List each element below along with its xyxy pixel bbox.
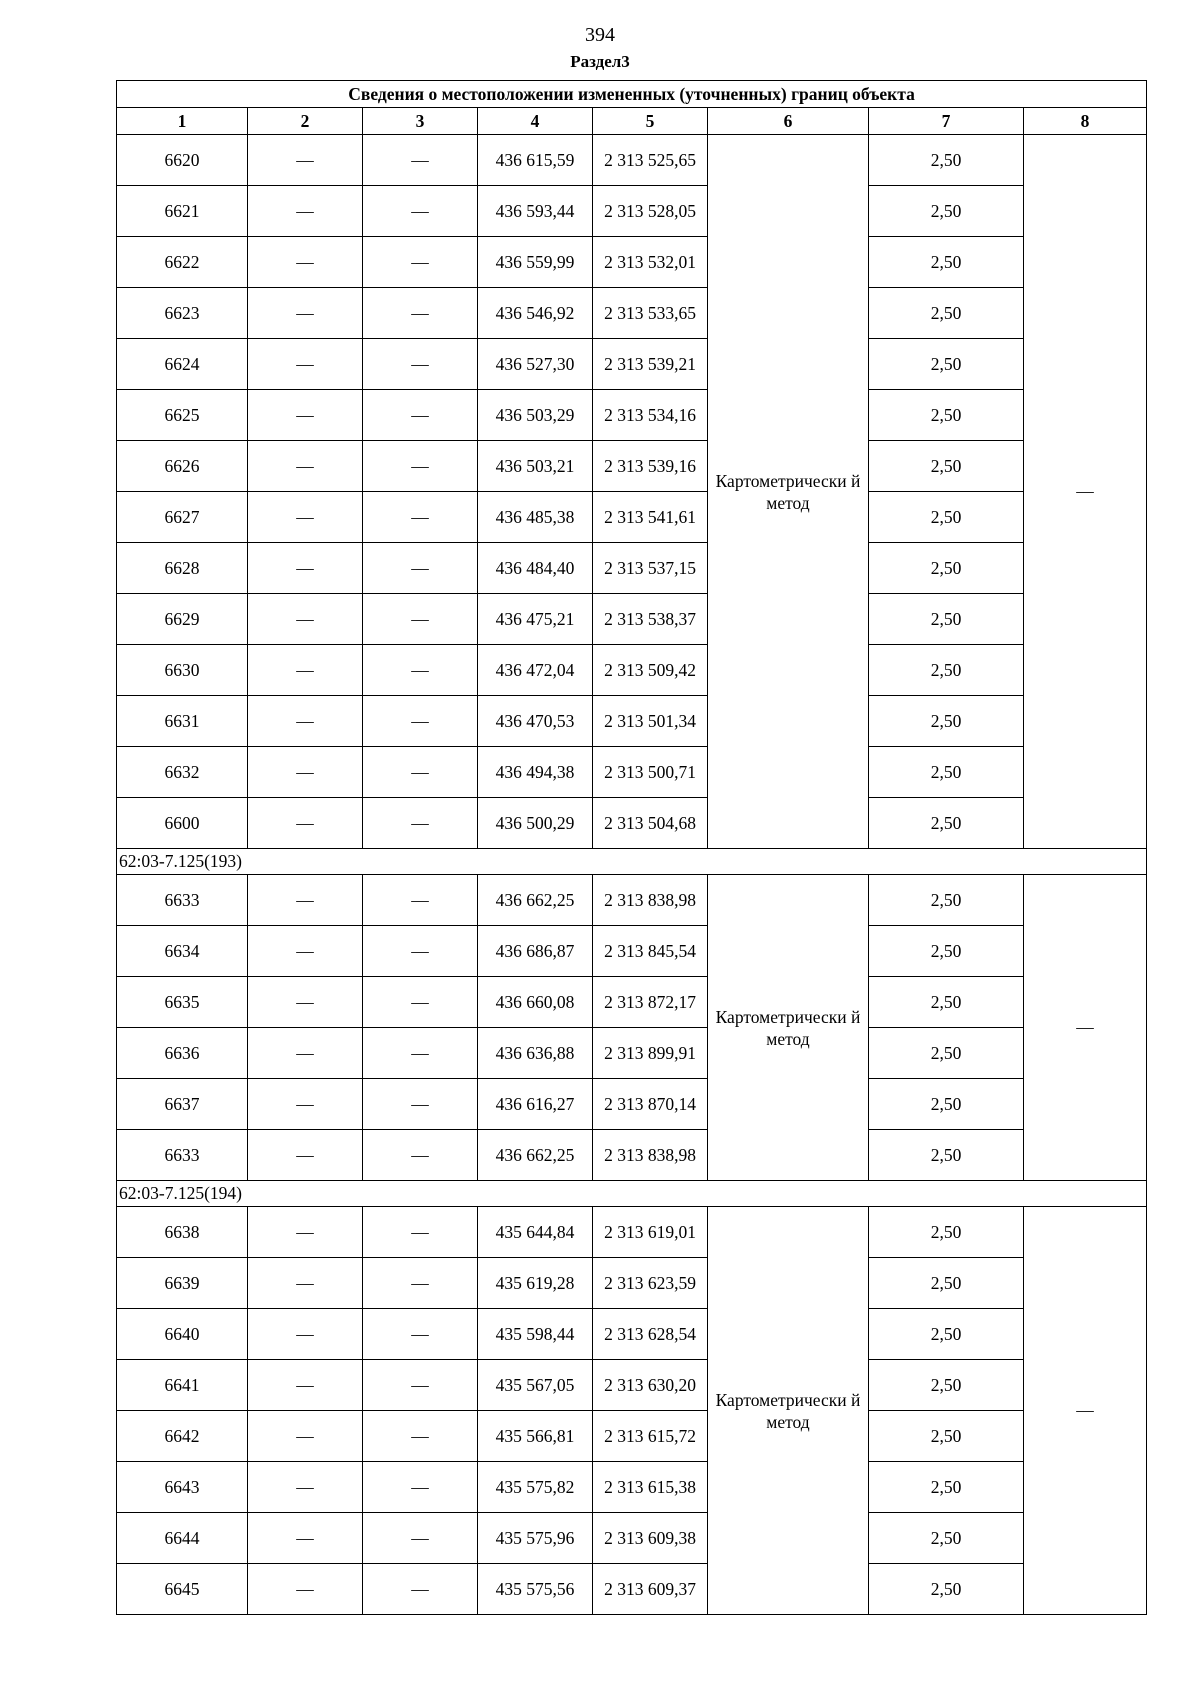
column-3-cell: — [363,875,478,926]
table-row [117,1462,1147,1513]
x-coordinate-cell: 436 636,88 [478,1028,593,1079]
column-2-cell: — [248,747,363,798]
column-number: 4 [478,108,593,135]
x-coordinate-cell: 436 500,29 [478,798,593,849]
x-coordinate-cell: 436 472,04 [478,645,593,696]
column-3-cell: — [363,390,478,441]
point-number-cell: 6624 [117,339,248,390]
column-2-cell: — [248,1513,363,1564]
y-coordinate-cell: 2 313 615,38 [593,1462,708,1513]
table-row [117,1258,1147,1309]
method-cell: Картометрически й метод [708,1207,869,1615]
y-coordinate-cell: 2 313 838,98 [593,1130,708,1181]
x-coordinate-cell: 436 559,99 [478,237,593,288]
column-2-cell: — [248,926,363,977]
column-2-cell: — [248,696,363,747]
section-title: Раздел3 [570,52,630,71]
point-number-cell: 6637 [117,1079,248,1130]
x-coordinate-cell: 436 503,29 [478,390,593,441]
column-2-cell: — [248,288,363,339]
y-coordinate-cell: 2 313 539,16 [593,441,708,492]
column-3-cell: — [363,926,478,977]
y-coordinate-cell: 2 313 509,42 [593,645,708,696]
point-number-cell: 6644 [117,1513,248,1564]
column-2-cell: — [248,1028,363,1079]
page-number: 394 [585,24,615,46]
table-caption-row [117,81,1147,108]
table-row [117,1130,1147,1181]
point-number-cell: 6629 [117,594,248,645]
column-3-cell: — [363,977,478,1028]
column-2-cell: — [248,1207,363,1258]
table-row [117,798,1147,849]
point-number-cell: 6627 [117,492,248,543]
x-coordinate-cell: 435 619,28 [478,1258,593,1309]
table-row [117,1309,1147,1360]
x-coordinate-cell: 436 503,21 [478,441,593,492]
column-number: 6 [708,108,869,135]
accuracy-cell: 2,50 [869,977,1024,1028]
column-3-cell: — [363,441,478,492]
point-number-cell: 6626 [117,441,248,492]
y-coordinate-cell: 2 313 615,72 [593,1411,708,1462]
column-3-cell: — [363,135,478,186]
column-2-cell: — [248,543,363,594]
table-row [117,288,1147,339]
x-coordinate-cell: 436 485,38 [478,492,593,543]
method-cell: Картометрически й метод [708,875,869,1181]
accuracy-cell: 2,50 [869,237,1024,288]
x-coordinate-cell: 436 470,53 [478,696,593,747]
column-3-cell: — [363,1513,478,1564]
coordinates-table [116,80,1147,1615]
accuracy-cell: 2,50 [869,747,1024,798]
y-coordinate-cell: 2 313 870,14 [593,1079,708,1130]
column-3-cell: — [363,288,478,339]
point-number-cell: 6623 [117,288,248,339]
accuracy-cell: 2,50 [869,1028,1024,1079]
point-number-cell: 6633 [117,1130,248,1181]
column-3-cell: — [363,594,478,645]
accuracy-cell: 2,50 [869,441,1024,492]
table-row [117,1207,1147,1258]
table-body [117,135,1147,1615]
accuracy-cell: 2,50 [869,1309,1024,1360]
accuracy-cell: 2,50 [869,1258,1024,1309]
point-number-cell: 6643 [117,1462,248,1513]
table-row [117,186,1147,237]
point-number-cell: 6639 [117,1258,248,1309]
x-coordinate-cell: 435 575,82 [478,1462,593,1513]
point-number-cell: 6630 [117,645,248,696]
column-2-cell: — [248,135,363,186]
y-coordinate-cell: 2 313 532,01 [593,237,708,288]
point-number-cell: 6620 [117,135,248,186]
group-label-row [117,849,1147,875]
accuracy-cell: 2,50 [869,135,1024,186]
point-number-cell: 6641 [117,1360,248,1411]
y-coordinate-cell: 2 313 500,71 [593,747,708,798]
accuracy-cell: 2,50 [869,1513,1024,1564]
accuracy-cell: 2,50 [869,645,1024,696]
column-2-cell: — [248,390,363,441]
y-coordinate-cell: 2 313 534,16 [593,390,708,441]
group-label-row [117,1181,1147,1207]
x-coordinate-cell: 436 662,25 [478,1130,593,1181]
y-coordinate-cell: 2 313 539,21 [593,339,708,390]
table-row [117,977,1147,1028]
point-number-cell: 6632 [117,747,248,798]
y-coordinate-cell: 2 313 537,15 [593,543,708,594]
accuracy-cell: 2,50 [869,926,1024,977]
y-coordinate-cell: 2 313 845,54 [593,926,708,977]
column-3-cell: — [363,1360,478,1411]
accuracy-cell: 2,50 [869,186,1024,237]
point-number-cell: 6633 [117,875,248,926]
y-coordinate-cell: 2 313 538,37 [593,594,708,645]
accuracy-cell: 2,50 [869,1207,1024,1258]
column-3-cell: — [363,543,478,594]
column-2-cell: — [248,1130,363,1181]
column-2-cell: — [248,1079,363,1130]
y-coordinate-cell: 2 313 528,05 [593,186,708,237]
column-2-cell: — [248,441,363,492]
point-number-cell: 6625 [117,390,248,441]
point-number-cell: 6628 [117,543,248,594]
x-coordinate-cell: 436 527,30 [478,339,593,390]
accuracy-cell: 2,50 [869,543,1024,594]
x-coordinate-cell: 435 567,05 [478,1360,593,1411]
column-2-cell: — [248,977,363,1028]
column-2-cell: — [248,339,363,390]
column-number: 5 [593,108,708,135]
group-label: 62:03-7.125(194) [117,1181,1147,1207]
column-3-cell: — [363,1079,478,1130]
column-3-cell: — [363,237,478,288]
y-coordinate-cell: 2 313 628,54 [593,1309,708,1360]
point-number-cell: 6635 [117,977,248,1028]
column-3-cell: — [363,798,478,849]
y-coordinate-cell: 2 313 619,01 [593,1207,708,1258]
column-3-cell: — [363,1564,478,1615]
column-3-cell: — [363,339,478,390]
x-coordinate-cell: 436 686,87 [478,926,593,977]
point-number-cell: 6642 [117,1411,248,1462]
column-8-cell: — [1024,875,1147,1181]
accuracy-cell: 2,50 [869,696,1024,747]
y-coordinate-cell: 2 313 525,65 [593,135,708,186]
point-number-cell: 6600 [117,798,248,849]
column-number: 3 [363,108,478,135]
y-coordinate-cell: 2 313 609,37 [593,1564,708,1615]
x-coordinate-cell: 436 662,25 [478,875,593,926]
column-3-cell: — [363,492,478,543]
column-3-cell: — [363,645,478,696]
table-row [117,696,1147,747]
point-number-cell: 6638 [117,1207,248,1258]
x-coordinate-cell: 435 566,81 [478,1411,593,1462]
table-row [117,645,1147,696]
accuracy-cell: 2,50 [869,798,1024,849]
column-3-cell: — [363,1207,478,1258]
x-coordinate-cell: 436 615,59 [478,135,593,186]
table-row [117,1513,1147,1564]
column-3-cell: — [363,186,478,237]
column-3-cell: — [363,747,478,798]
table-row [117,1411,1147,1462]
column-2-cell: — [248,645,363,696]
column-2-cell: — [248,875,363,926]
accuracy-cell: 2,50 [869,492,1024,543]
column-3-cell: — [363,696,478,747]
table-row [117,543,1147,594]
group-label: 62:03-7.125(193) [117,849,1147,875]
accuracy-cell: 2,50 [869,1130,1024,1181]
y-coordinate-cell: 2 313 501,34 [593,696,708,747]
table-caption: Сведения о местоположении измененных (уточненных) границ объекта [117,81,1147,108]
column-3-cell: — [363,1309,478,1360]
column-2-cell: — [248,237,363,288]
x-coordinate-cell: 436 593,44 [478,186,593,237]
point-number-cell: 6634 [117,926,248,977]
table-row [117,441,1147,492]
column-number-row [117,108,1147,135]
table-row [117,875,1147,926]
accuracy-cell: 2,50 [869,1411,1024,1462]
x-coordinate-cell: 436 546,92 [478,288,593,339]
column-2-cell: — [248,1564,363,1615]
column-number: 8 [1024,108,1147,135]
method-cell: Картометрически й метод [708,135,869,849]
y-coordinate-cell: 2 313 609,38 [593,1513,708,1564]
table-row [117,339,1147,390]
y-coordinate-cell: 2 313 899,91 [593,1028,708,1079]
x-coordinate-cell: 436 475,21 [478,594,593,645]
y-coordinate-cell: 2 313 630,20 [593,1360,708,1411]
accuracy-cell: 2,50 [869,1360,1024,1411]
point-number-cell: 6622 [117,237,248,288]
y-coordinate-cell: 2 313 533,65 [593,288,708,339]
column-3-cell: — [363,1028,478,1079]
column-number: 1 [117,108,248,135]
accuracy-cell: 2,50 [869,594,1024,645]
column-2-cell: — [248,186,363,237]
x-coordinate-cell: 435 598,44 [478,1309,593,1360]
table-row [117,926,1147,977]
accuracy-cell: 2,50 [869,288,1024,339]
table-row [117,1079,1147,1130]
column-number: 2 [248,108,363,135]
x-coordinate-cell: 435 575,96 [478,1513,593,1564]
x-coordinate-cell: 435 575,56 [478,1564,593,1615]
column-number: 7 [869,108,1024,135]
x-coordinate-cell: 435 644,84 [478,1207,593,1258]
column-3-cell: — [363,1411,478,1462]
accuracy-cell: 2,50 [869,339,1024,390]
accuracy-cell: 2,50 [869,1462,1024,1513]
column-2-cell: — [248,1462,363,1513]
table-row [117,390,1147,441]
table-row [117,747,1147,798]
column-8-cell: — [1024,135,1147,849]
point-number-cell: 6631 [117,696,248,747]
point-number-cell: 6636 [117,1028,248,1079]
table-row [117,237,1147,288]
y-coordinate-cell: 2 313 504,68 [593,798,708,849]
x-coordinate-cell: 436 494,38 [478,747,593,798]
accuracy-cell: 2,50 [869,390,1024,441]
table-row [117,492,1147,543]
accuracy-cell: 2,50 [869,1564,1024,1615]
table-row [117,1564,1147,1615]
column-2-cell: — [248,492,363,543]
y-coordinate-cell: 2 313 872,17 [593,977,708,1028]
accuracy-cell: 2,50 [869,875,1024,926]
column-3-cell: — [363,1462,478,1513]
column-2-cell: — [248,1309,363,1360]
table-row [117,594,1147,645]
x-coordinate-cell: 436 616,27 [478,1079,593,1130]
x-coordinate-cell: 436 484,40 [478,543,593,594]
table-row [117,135,1147,186]
point-number-cell: 6645 [117,1564,248,1615]
table-row [117,1360,1147,1411]
point-number-cell: 6640 [117,1309,248,1360]
y-coordinate-cell: 2 313 623,59 [593,1258,708,1309]
column-2-cell: — [248,594,363,645]
column-2-cell: — [248,1411,363,1462]
column-2-cell: — [248,798,363,849]
table-row [117,1028,1147,1079]
y-coordinate-cell: 2 313 838,98 [593,875,708,926]
x-coordinate-cell: 436 660,08 [478,977,593,1028]
column-3-cell: — [363,1258,478,1309]
column-2-cell: — [248,1360,363,1411]
column-8-cell: — [1024,1207,1147,1615]
point-number-cell: 6621 [117,186,248,237]
column-2-cell: — [248,1258,363,1309]
accuracy-cell: 2,50 [869,1079,1024,1130]
y-coordinate-cell: 2 313 541,61 [593,492,708,543]
column-3-cell: — [363,1130,478,1181]
